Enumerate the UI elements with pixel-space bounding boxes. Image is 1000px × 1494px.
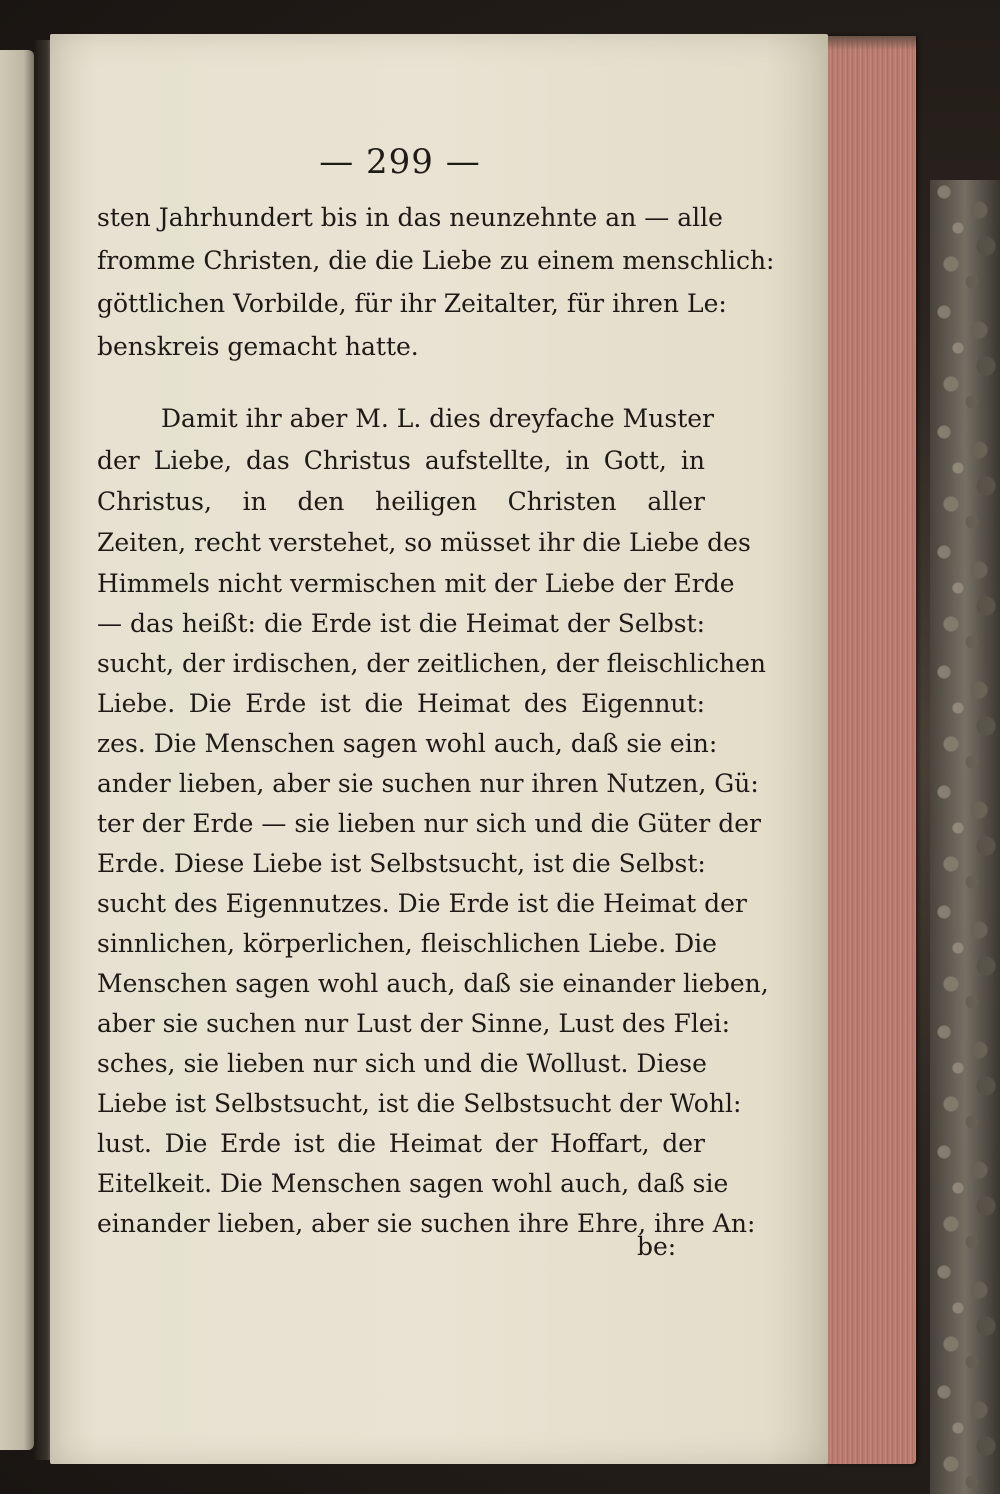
page-edges — [824, 36, 916, 1464]
marbled-cover-edge — [930, 180, 1000, 1494]
text-line: Damit ihr aber M. L. dies dreyfache Muster — [161, 404, 714, 433]
text-line: fromme Christen, die die Liebe zu einem menschlich: — [97, 246, 775, 275]
text-line: Zeiten, recht verstehet, so müsset ihr die Liebe des — [97, 528, 751, 557]
text-line: Erde. Diese Liebe ist Selbstsucht, ist die Selbst: — [97, 849, 706, 878]
text-line: ter der Erde — sie lieben nur sich und die Güter der — [97, 809, 761, 838]
text-line: lust. Die Erde ist die Heimat der Hoffart, der — [97, 1129, 705, 1158]
text-line: zes. Die Menschen sagen wohl auch, daß sie ein: — [97, 729, 718, 758]
text-line: Christus, in den heiligen Christen aller — [97, 487, 705, 516]
text-line: sten Jahrhundert bis in das neunzehnte an — alle — [97, 203, 723, 232]
text-line: sches, sie lieben nur sich und die Wollust. Diese — [97, 1049, 707, 1078]
page-edges-shadow — [824, 36, 916, 50]
text-line: — das heißt: die Erde ist die Heimat der Selbst: — [97, 609, 705, 638]
facing-page — [0, 50, 34, 1450]
text-line: göttlichen Vorbilde, für ihr Zeitalter, für ihren Le: — [97, 289, 727, 318]
text-line: ander lieben, aber sie suchen nur ihren Nutzen, Gü: — [97, 769, 759, 798]
text-line: Liebe ist Selbstsucht, ist die Selbstsucht der Wohl: — [97, 1089, 742, 1118]
text-line: einander lieben, aber sie suchen ihre Ehre, ihre An: — [97, 1209, 756, 1238]
text-line: Liebe. Die Erde ist die Heimat des Eigennut: — [97, 689, 705, 718]
page-number: — 299 — — [319, 142, 481, 182]
text-line: Eitelkeit. Die Menschen sagen wohl auch, daß sie — [97, 1169, 729, 1198]
text-line: der Liebe, das Christus aufstellte, in Gott, in — [97, 446, 705, 475]
text-line: aber sie suchen nur Lust der Sinne, Lust des Flei: — [97, 1009, 731, 1038]
text-line: benskreis gemacht hatte. — [97, 332, 419, 361]
catchword: be: — [637, 1232, 677, 1261]
text-line: sucht, der irdischen, der zeitlichen, der fleischlichen — [97, 649, 767, 678]
text-line: sucht des Eigennutzes. Die Erde ist die Heimat der — [97, 889, 747, 918]
text-line: Menschen sagen wohl auch, daß sie einander lieben, — [97, 969, 769, 998]
text-line: Himmels nicht vermischen mit der Liebe der Erde — [97, 569, 735, 598]
text-line: sinnlichen, körperlichen, fleischlichen Liebe. Die — [97, 929, 717, 958]
